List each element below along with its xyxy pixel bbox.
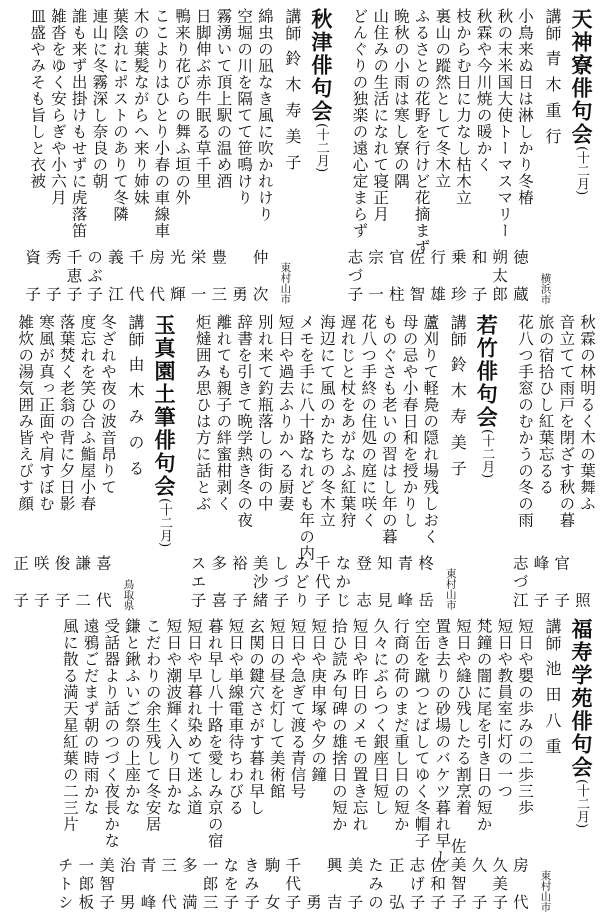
haiku-text: 空缶を蹴つとばしてゆく冬帽子 bbox=[412, 618, 431, 849]
lecturer-name: 鈴木寿美子 bbox=[448, 356, 468, 486]
haiku-entry bbox=[65, 8, 86, 304]
haiku-author: 峰 子 bbox=[531, 554, 550, 610]
haiku-author: 青 峰 bbox=[395, 554, 414, 610]
haiku-entry bbox=[167, 8, 192, 304]
lecturer-line bbox=[443, 314, 468, 610]
lecturer-line bbox=[538, 618, 560, 912]
haiku-author: 官 子 bbox=[552, 554, 571, 610]
haiku-text: 霧湧いて頂上駅の温め酒 bbox=[214, 8, 233, 190]
haiku-entry bbox=[189, 8, 210, 304]
haiku-entry bbox=[56, 618, 77, 912]
haiku-text: 秋霖や今川焼の暖かく bbox=[474, 8, 493, 173]
haiku-entry bbox=[511, 314, 532, 610]
haiku-author: 佐和子 bbox=[428, 856, 447, 912]
haiku-entry bbox=[355, 314, 376, 610]
haiku-text: 小鳥来ぬ日は淋しかり冬椿 bbox=[516, 8, 534, 206]
haiku-text: 花八つ手窓のむかうの冬の雨 bbox=[515, 314, 534, 529]
haiku-author: 謙 二 bbox=[73, 554, 92, 610]
haiku-entry bbox=[367, 618, 388, 912]
haiku-text: 山住みの生活になれて寝正月 bbox=[371, 8, 390, 223]
haiku-text: 雑炊の湯気囲み皆えびす顔 bbox=[16, 314, 35, 512]
haiku-author: 登 志 bbox=[354, 554, 372, 610]
haiku-entry bbox=[24, 8, 45, 304]
haiku-author: 駒 女 bbox=[262, 856, 281, 912]
tier-middle bbox=[6, 314, 594, 610]
haiku-author: 三 代 bbox=[159, 856, 178, 912]
haiku-entry bbox=[160, 618, 181, 912]
haiku-entry bbox=[429, 618, 450, 912]
haiku-text: ものぐさも老いの習はし年の暮 bbox=[379, 314, 398, 545]
lecturer-line bbox=[278, 8, 300, 304]
haiku-author: 佐 智 bbox=[407, 248, 426, 304]
haiku-author: 柊 岳 bbox=[416, 554, 435, 610]
haiku-text: 雑沓をゆく安らぎや小六月 bbox=[48, 8, 67, 206]
haiku-entry bbox=[470, 618, 491, 912]
haiku-text: こだわりの余生残して冬安居 bbox=[143, 618, 162, 833]
haiku-author: 正 弘 bbox=[386, 856, 405, 912]
haiku-entry bbox=[408, 618, 429, 912]
haiku-author: 義 江 bbox=[105, 248, 124, 304]
haiku-text: 秋霖の林明るく木の葉舞ふ bbox=[578, 314, 596, 512]
haiku-author: 俊 子 bbox=[52, 554, 71, 610]
haiku-author: 佐美智子 bbox=[448, 838, 467, 912]
haiku-entry bbox=[491, 618, 512, 912]
haiku-author: 資 子 bbox=[23, 248, 42, 304]
haiku-entry bbox=[222, 618, 243, 912]
haiku-entry bbox=[210, 8, 231, 304]
haiku-entry bbox=[189, 314, 210, 610]
haiku-author: 宗 一 bbox=[366, 248, 384, 304]
haiku-text: 久々にぶらつく銀座日短し bbox=[371, 618, 390, 816]
haiku-entry bbox=[511, 8, 532, 304]
haiku-text: 短日や過去ふりかへる厨妻 bbox=[276, 314, 295, 512]
haiku-text: 裏山の蹤然として冬木立 bbox=[433, 8, 452, 190]
haiku-entry bbox=[229, 314, 254, 610]
lecturer-label: 講師 bbox=[543, 8, 562, 42]
club-title bbox=[471, 314, 499, 610]
haiku-author: 千 代 bbox=[126, 248, 145, 304]
haiku-entry bbox=[148, 8, 169, 304]
haiku-text: 受話器より話のつづく夜長かな bbox=[102, 618, 121, 849]
haiku-author: 美智子 bbox=[97, 856, 116, 912]
haiku-text: 短日や潮波輝く入り日かな bbox=[164, 618, 183, 816]
club-month: (十二月) bbox=[313, 123, 329, 173]
lecturer-place: 東村山市 bbox=[539, 870, 552, 912]
haiku-author: 多 喜 bbox=[209, 554, 228, 610]
haiku-author: 治 男 bbox=[117, 856, 136, 912]
haiku-entry bbox=[94, 314, 115, 610]
haiku-entry bbox=[491, 8, 512, 304]
haiku-author: 千代子 bbox=[312, 554, 331, 610]
haiku-text: 音立てて雨戸を閉ざす秋の暮 bbox=[557, 314, 576, 529]
haiku-author: 咲 子 bbox=[31, 554, 50, 610]
haiku-author: 多 満 bbox=[179, 856, 198, 912]
lecturer-place: 鳥取県 bbox=[122, 578, 135, 610]
haiku-text: 日脚伸ぶ赤牛眠る草千里 bbox=[193, 8, 212, 190]
haiku-author: 志げ子 bbox=[407, 856, 426, 912]
haiku-author: なを子 bbox=[221, 856, 240, 912]
haiku-text: どんぐりの独楽の遠心定まらず bbox=[350, 8, 369, 239]
haiku-author: しづ子 bbox=[271, 554, 290, 610]
haiku-entry bbox=[127, 8, 148, 304]
haiku-author: 志づ子 bbox=[345, 248, 364, 304]
haiku-text: 梵鐘の闇に尾を引き日の短か bbox=[474, 618, 493, 833]
haiku-text: 別れ来て釣瓶落しの街の中 bbox=[255, 314, 274, 512]
haiku-entry bbox=[118, 618, 139, 912]
tier-bottom bbox=[6, 618, 594, 912]
haiku-author: 秀 子 bbox=[43, 248, 62, 304]
lecturer-name: 青木重行 bbox=[543, 50, 562, 154]
haiku-entry bbox=[449, 618, 470, 912]
club-name: 若竹俳句会 bbox=[474, 314, 500, 429]
haiku-author: 久美子 bbox=[490, 856, 509, 912]
lecturer-line bbox=[121, 314, 143, 610]
haiku-text: 短日や嬰の歩みの二歩三歩 bbox=[516, 618, 534, 816]
haiku-author: 光 輝 bbox=[167, 248, 186, 304]
haiku-text: 拾ひ読み句碑の雄捨日の短か bbox=[329, 618, 348, 833]
haiku-text: 晩秋の小雨は寒し寮の隅 bbox=[391, 8, 410, 190]
haiku-text: 玄関の鍵穴さがす暮れ早し bbox=[247, 618, 266, 816]
haiku-author: たみの bbox=[366, 856, 384, 912]
haiku-entry bbox=[408, 8, 429, 304]
haiku-entry bbox=[263, 618, 284, 912]
haiku-author: 知 見 bbox=[374, 554, 393, 610]
haiku-text: 海辺にて風のかたちの冬木立 bbox=[317, 314, 336, 529]
haiku-entry bbox=[251, 314, 272, 610]
haiku-entry bbox=[284, 618, 305, 912]
haiku-text: メモを手に八十路なれども年の内 bbox=[297, 314, 316, 562]
haiku-text: 炬燵囲み思ひは方に話とぶ bbox=[193, 314, 212, 512]
lecturer-label: 講師 bbox=[282, 8, 302, 42]
haiku-entry bbox=[12, 314, 33, 610]
haiku-text: 旅の宿拾ひし紅葉忘るる bbox=[536, 314, 555, 496]
haiku-text: 冬ざれや夜の波音昂りて bbox=[99, 314, 117, 496]
haiku-author: 房 代 bbox=[510, 856, 529, 912]
haiku-author: 乗 珍 bbox=[448, 248, 467, 304]
haiku-author: チトシ bbox=[55, 856, 74, 912]
club-month: (十二月) bbox=[157, 498, 172, 548]
haiku-author: 志づ江 bbox=[510, 554, 529, 610]
haiku-text: 誰も来ず出掛けもせずに虎落笛 bbox=[69, 8, 88, 239]
haiku-entry bbox=[180, 618, 201, 912]
haiku-author: 房 代 bbox=[147, 248, 166, 304]
haiku-author: 行 雄 bbox=[428, 248, 447, 304]
haiku-text: ここよりはひとり小春の車線車 bbox=[152, 8, 171, 239]
haiku-text: 秋の末米国大使トーマスマリー bbox=[495, 8, 514, 239]
haiku-entry bbox=[470, 8, 491, 304]
haiku-text: 鎌と鍬ふいご祭の上座かな bbox=[122, 618, 141, 816]
haiku-entry bbox=[429, 8, 450, 304]
haiku-text: 蘆刈りて軽鳧の隠れ場残しおく bbox=[421, 314, 440, 545]
lecturer-label: 講師 bbox=[126, 314, 145, 348]
haiku-author: 朔太郎 bbox=[490, 248, 509, 304]
haiku-entry bbox=[106, 8, 127, 304]
haiku-author: 官 柱 bbox=[386, 248, 405, 304]
haiku-author: 千恵子 bbox=[64, 248, 83, 304]
haiku-text: 落葉焚く老翁の背に夕日影 bbox=[57, 314, 76, 512]
club-name: 天神寮俳句会 bbox=[569, 8, 594, 146]
haiku-text: 離れても親子の絆蜜柑剥く bbox=[214, 314, 233, 512]
haiku-entry bbox=[346, 618, 367, 912]
haiku-text: ふるさとの花野を行けど花摘まず bbox=[412, 8, 431, 256]
haiku-text: 暮れ早し八十路を愛しみ京の宿 bbox=[205, 618, 224, 849]
haiku-entry bbox=[396, 314, 417, 610]
haiku-entry bbox=[32, 314, 53, 610]
haiku-text: 母の忌や小春日和を授かりし bbox=[400, 314, 419, 529]
haiku-entry bbox=[532, 314, 553, 610]
haiku-entry bbox=[201, 618, 222, 912]
haiku-author: スエ子 bbox=[188, 554, 207, 610]
haiku-author: 一郎三 bbox=[200, 856, 219, 912]
haiku-text: 短日や早暮れ染めて迷ふ道 bbox=[185, 618, 203, 816]
haiku-author: 美 子 bbox=[345, 856, 364, 912]
haiku-text: 短日や教員室に灯の一つ bbox=[495, 618, 514, 800]
lecturer-name: 池田八重 bbox=[543, 660, 562, 764]
haiku-text: 短日や昨日のメモの置き忘れ bbox=[350, 618, 369, 833]
haiku-text: 置き去りの砂場のバケツ暮れ早し bbox=[433, 618, 452, 866]
haiku-entry bbox=[325, 618, 346, 912]
haiku-entry bbox=[229, 8, 254, 304]
haiku-entry bbox=[77, 618, 98, 912]
club-title bbox=[306, 8, 334, 304]
haiku-text: 皿盛やみそも旨しと衣被 bbox=[28, 8, 47, 190]
haiku-text: 鴨来り花びらの舞ふ垣の外 bbox=[173, 8, 192, 206]
haiku-entry bbox=[375, 314, 396, 610]
haiku-text: 空堀の川を隔てて笹鳴けり bbox=[235, 8, 254, 206]
haiku-text: 枝からむ日に力なし枯木立 bbox=[453, 8, 472, 206]
haiku-text: 遅れじと杖をあがなふ紅葉狩 bbox=[338, 314, 357, 529]
haiku-text: 風に散る満天星紅葉の二三片 bbox=[60, 618, 79, 833]
lecturer-label: 講師 bbox=[543, 618, 562, 652]
haiku-entry bbox=[417, 314, 438, 610]
lecturer-place: 横浜市 bbox=[539, 272, 552, 304]
haiku-text: 短日の昼を灯して美術館 bbox=[267, 618, 286, 800]
haiku-entry bbox=[291, 314, 316, 610]
haiku-author: 久 子 bbox=[469, 856, 488, 912]
haiku-entry bbox=[313, 314, 334, 610]
haiku-entry bbox=[387, 8, 408, 304]
haiku-text: 短日や庚申塚や夕の鐘 bbox=[309, 618, 328, 783]
haiku-text: 綿虫の凪なき風に吹かれけり bbox=[255, 8, 274, 223]
club-name: 秋津俳句会 bbox=[308, 8, 334, 123]
lecturer-place: 東村山市 bbox=[279, 262, 292, 304]
haiku-entry bbox=[53, 314, 74, 610]
haiku-entry bbox=[86, 8, 107, 304]
lecturer-name: 鈴木寿美子 bbox=[282, 50, 302, 180]
lecturer-place: 東村山市 bbox=[444, 568, 457, 610]
haiku-entry bbox=[272, 314, 293, 610]
haiku-text: 木の葉髪ながらへ来り姉妹 bbox=[131, 8, 150, 206]
haiku-author: 豊 三 bbox=[209, 248, 228, 304]
haiku-author: きみ子 bbox=[241, 856, 260, 912]
haiku-author: 正 子 bbox=[11, 554, 30, 610]
club-month: (十二月) bbox=[479, 429, 495, 479]
haiku-text: 辞書を引きて晩学熱き冬の夜 bbox=[235, 314, 254, 529]
haiku-entry bbox=[251, 8, 272, 304]
haiku-author: 徳 蔵 bbox=[510, 248, 529, 304]
haiku-author: 青 峰 bbox=[138, 856, 157, 912]
haiku-author: 勇 bbox=[229, 285, 248, 304]
club-month: (十二月) bbox=[574, 146, 589, 196]
haiku-entry bbox=[553, 314, 574, 610]
haiku-author: のぶ子 bbox=[85, 248, 104, 304]
lecturer-label: 講師 bbox=[448, 314, 468, 348]
lecturer-name: 由木みのる bbox=[126, 356, 145, 486]
haiku-text: 短日や単線電車待ちわびる bbox=[226, 618, 245, 816]
haiku-text: 度忘れを笑ひ合ふ鮨屋小春 bbox=[78, 314, 97, 512]
club-title bbox=[149, 314, 177, 610]
club-title bbox=[566, 618, 594, 912]
haiku-author: 和 子 bbox=[469, 248, 488, 304]
haiku-text: 葉陰れにポストのありて冬隣 bbox=[111, 8, 129, 223]
haiku-author: みどり bbox=[291, 554, 310, 610]
haiku-text: 花八つ手終の住処の庭に咲く bbox=[359, 314, 378, 529]
haiku-entry bbox=[367, 8, 388, 304]
haiku-entry bbox=[98, 618, 119, 912]
haiku-author: なかじ bbox=[333, 554, 352, 610]
haiku-entry bbox=[303, 618, 328, 912]
haiku-entry bbox=[74, 314, 95, 610]
haiku-entry bbox=[511, 618, 532, 912]
haiku-entry bbox=[346, 8, 367, 304]
haiku-text: 連山に冬霧深し奈良の朝 bbox=[90, 8, 109, 190]
lecturer-line bbox=[538, 8, 560, 304]
haiku-author: 照 bbox=[572, 591, 591, 610]
haiku-author: 裕 子 bbox=[229, 554, 248, 610]
haiku-text: 短日や急ぎて渡る青信号 bbox=[288, 618, 307, 800]
club-name: 福寿学苑俳句会 bbox=[569, 618, 594, 779]
club-title bbox=[566, 8, 594, 304]
haiku-text: 短日や縫ひ残したる割烹着 bbox=[453, 618, 472, 816]
haiku-entry bbox=[387, 618, 408, 912]
haiku-author: 喜 代 bbox=[93, 554, 112, 610]
haiku-entry bbox=[449, 8, 470, 304]
haiku-author: 勇 bbox=[303, 893, 322, 912]
club-month: (十二月) bbox=[574, 779, 589, 829]
haiku-author: 仲 次 bbox=[250, 248, 269, 304]
haiku-entry bbox=[44, 8, 65, 304]
haiku-author: 美沙緒 bbox=[250, 554, 269, 610]
haiku-entry bbox=[334, 314, 355, 610]
haiku-author: 栄 一 bbox=[188, 248, 207, 304]
haiku-entry bbox=[139, 618, 160, 912]
haiku-entry bbox=[210, 314, 231, 610]
haiku-entry bbox=[241, 618, 266, 912]
haiku-author: 一郎板 bbox=[76, 856, 95, 912]
club-name: 玉真園土筆俳句会 bbox=[152, 314, 177, 498]
haiku-text: 寒風が真っ正面や肩すぼむ bbox=[36, 314, 55, 512]
haiku-text: 遠鴉ごだまず朝の時雨かな bbox=[81, 618, 100, 816]
tier-top bbox=[6, 8, 594, 304]
haiku-author: 千代子 bbox=[283, 856, 302, 912]
haiku-text: 行商の荷のまだ重し日の短か bbox=[391, 618, 410, 833]
haiku-author: 興 吉 bbox=[324, 856, 343, 912]
haiku-entry bbox=[573, 314, 594, 610]
